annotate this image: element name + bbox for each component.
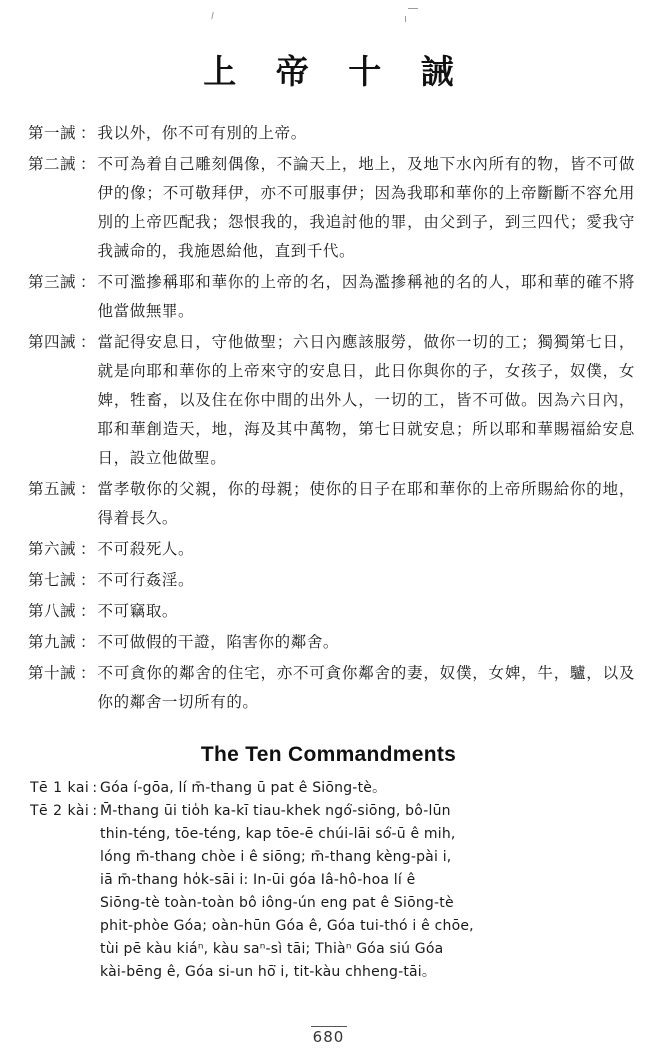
poj-line: M̄-thang ūi tio̍h ka-kī tiau-khek ngó͘-siōng, bô-lūn	[100, 803, 451, 819]
list-item	[28, 628, 635, 657]
commandment-separator: ：	[80, 155, 96, 173]
commandment-separator: ：	[80, 273, 96, 291]
commandment-text: 不可殺死人。	[97, 540, 195, 558]
poj-list	[0, 777, 657, 984]
commandment-label: 第十誡	[28, 664, 77, 682]
scan-artifact-icon	[408, 8, 418, 9]
commandment-label: 第六誡	[28, 540, 77, 558]
commandment-separator: ：	[80, 602, 96, 620]
poj-line: tùi pē kàu kiáⁿ, kàu saⁿ-sì tāi; Thiàⁿ Góa siú Góa	[100, 941, 444, 957]
list-item	[30, 777, 639, 800]
commandment-label: 第五誡	[28, 480, 77, 498]
commandment-label: 第九誡	[28, 633, 77, 651]
commandment-label: 第三誡	[28, 273, 77, 291]
poj-line: phit-phòe Góa; oàn-hūn Góa ê, Góa tui-thó i ê chōe,	[100, 918, 474, 934]
poj-separator: :	[92, 780, 98, 796]
commandment-text: 不可濫摻稱耶和華你的上帝的名，因為濫摻稱祂的名的人，耶和華的確不將他當做無罪。	[97, 273, 635, 320]
commandment-label: 第一誡	[28, 124, 77, 142]
list-item	[28, 597, 635, 626]
list-item	[28, 268, 635, 326]
list-item	[30, 800, 639, 984]
poj-line: iā m̄-thang ho̍k-sāi i: In-ūi góa Iâ-hô-hoa lí ê	[100, 872, 416, 888]
scan-artifact-icon	[405, 16, 406, 22]
commandment-separator: ：	[80, 540, 96, 558]
commandment-separator: ：	[80, 633, 96, 651]
commandment-text: 不可行姦淫。	[97, 571, 195, 589]
poj-label: Tē 1 kai	[30, 780, 90, 796]
poj-body	[100, 800, 639, 984]
commandment-text: 我以外，你不可有別的上帝。	[97, 124, 307, 142]
commandment-text: 不可做假的干證，陷害你的鄰舍。	[97, 633, 340, 651]
page-number: 680	[312, 1028, 345, 1046]
poj-label: Tē 2 kài	[30, 803, 90, 819]
list-item	[28, 659, 635, 717]
list-item	[28, 328, 635, 473]
commandment-separator: ：	[80, 333, 96, 351]
list-item	[28, 535, 635, 564]
poj-body	[100, 777, 639, 800]
section-title-english: The Ten Commandments	[200, 743, 457, 766]
commandment-text: 不可為着自己雕刻偶像，不論天上，地上，及地下水內所有的物，皆不可做伊的像；不可敬拜伊，亦不可服事伊；因為我耶和華你的上帝斷斷不容允用別的上帝匹配我；怨恨我的，我追討他的罪，由父到子，到三四代；愛我守我誡命的，我施恩給他，直到千代。	[97, 155, 635, 260]
commandment-text: 不可竊取。	[97, 602, 179, 620]
list-item	[28, 119, 635, 148]
poj-line: thin-téng, tōe-téng, kap tōe-ē chúi-lāi só͘-ū ê mih,	[100, 826, 456, 842]
poj-line: lóng m̄-thang chòe i ê siōng; m̄-thang kèng-pài i,	[100, 849, 452, 865]
poj-separator: :	[92, 803, 98, 819]
commandment-separator: ：	[80, 664, 96, 682]
page-number-rule	[311, 1026, 347, 1027]
commandment-label: 第二誡	[28, 155, 77, 173]
poj-line: Góa í-gōa, lí m̄-thang ū pat ê Siōng-tè。	[100, 780, 387, 796]
commandment-label: 第四誡	[28, 333, 77, 351]
commandment-label: 第七誡	[28, 571, 77, 589]
poj-line: kài-bēng ê, Góa si-un hō͘ i, tit-kàu chheng-tāi。	[100, 964, 437, 980]
page-title: 上 帝 十 誡	[203, 52, 468, 91]
commandment-separator: ：	[80, 571, 96, 589]
list-item	[28, 150, 635, 266]
commandment-label: 第八誡	[28, 602, 77, 620]
page-number-container	[0, 1026, 657, 1046]
commandment-separator: ：	[80, 480, 96, 498]
commandments-list	[0, 119, 657, 717]
list-item	[28, 475, 635, 533]
commandment-separator: ：	[80, 124, 96, 142]
list-item	[28, 566, 635, 595]
poj-line: Siōng-tè toàn-toàn bô iông-ún eng pat ê Siōng-tè	[100, 895, 454, 911]
commandment-text: 當記得安息日，守他做聖；六日內應該服勞，做你一切的工；獨獨第七日，就是向耶和華你的上帝來守的安息日，此日你與你的子，女孩子，奴僕，女婢，牲畜，以及住在你中間的出外人，一切的工，皆不可做。因為六日內，耶和華創造天，地，海及其中萬物，第七日就安息；所以耶和華賜福給安息日，設立他做聖。	[97, 333, 635, 467]
commandment-text: 當孝敬你的父親，你的母親；使你的日子在耶和華你的上帝所賜給你的地，得着長久。	[97, 480, 635, 527]
commandment-text: 不可貪你的鄰舍的住宅，亦不可貪你鄰舍的妻，奴僕，女婢，牛，驢，以及你的鄰舍一切所有的。	[97, 664, 635, 711]
